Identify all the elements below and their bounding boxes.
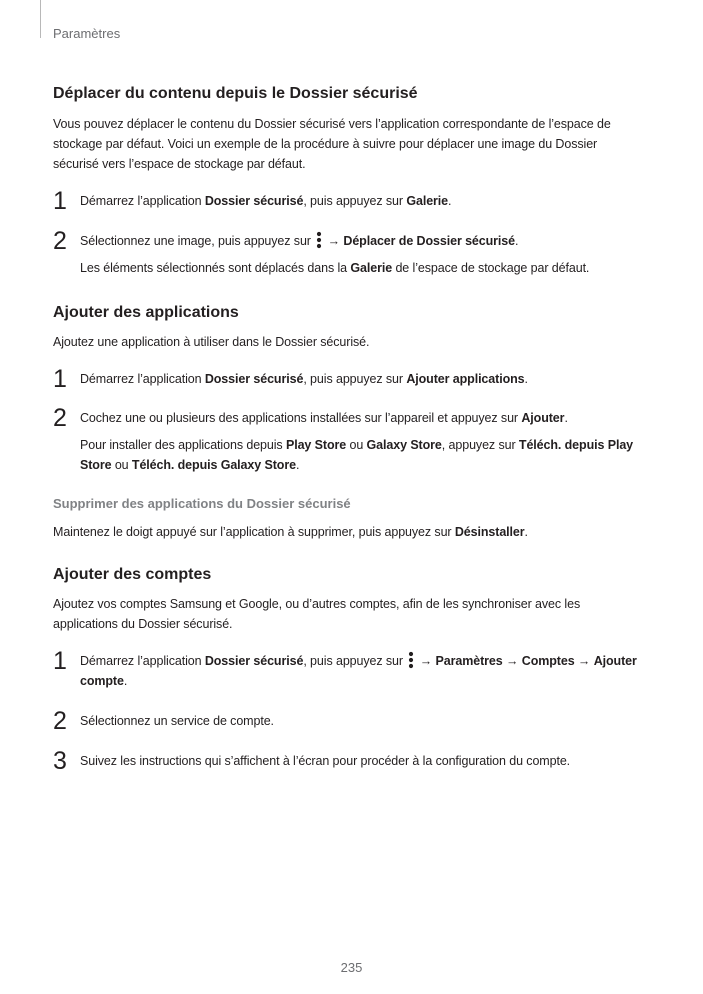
section-title: Ajouter des applications: [53, 304, 239, 321]
step-number: 3: [53, 747, 67, 775]
step-text: Démarrez l’application Dossier sécurisé, puis appuyez sur Ajouter applications.: [80, 372, 528, 386]
section-intro: [53, 594, 643, 634]
step-number: 1: [53, 647, 67, 675]
section-intro: [53, 332, 643, 352]
step-text: Démarrez l’application Dossier sécurisé, puis appuyez sur Galerie.: [80, 194, 452, 208]
intro-text: Ajoutez une application à utiliser dans le Dossier sécurisé.: [53, 335, 370, 349]
intro-text: Ajoutez vos comptes Samsung et Google, ou d’autres comptes, afin de les synchroniser avec les applications du Dossier sécurisé.: [53, 597, 581, 631]
step-number: 1: [53, 187, 67, 215]
subsection-remove-apps: [53, 495, 643, 513]
step-text: Cochez une ou plusieurs des applications installées sur l’appareil et appuyez sur Ajouter.: [80, 411, 568, 425]
step-text: Démarrez l’application Dossier sécurisé, puis appuyez sur → Paramètres → Comptes → Ajouter compte.: [80, 651, 645, 691]
subsection-text: [53, 522, 643, 542]
step-text: Sélectionnez un service de compte.: [80, 714, 274, 728]
subsection-title: Supprimer des applications du Dossier sécurisé: [53, 496, 351, 511]
more-options-icon: [316, 231, 322, 249]
header-rule: [40, 0, 41, 38]
step-number: 2: [53, 707, 67, 735]
section-title: Ajouter des comptes: [53, 566, 212, 583]
step-number: 1: [53, 365, 67, 393]
header-title: Paramètres: [53, 26, 121, 41]
section-title: Déplacer du contenu depuis le Dossier sécurisé: [53, 85, 418, 102]
step-text: Sélectionnez une image, puis appuyez sur → Déplacer de Dossier sécurisé.: [80, 231, 645, 251]
section-move-content: [53, 84, 643, 104]
step-number: 2: [53, 227, 67, 255]
intro-text: Vous pouvez déplacer le contenu du Dossier sécurisé vers l’application correspondante de l’espace de stockage par défaut. Voici un exemple de la procédure à suivre pour déplacer une image du Dossier sécurisé vers l’espace de stockage par défaut.: [53, 117, 611, 171]
step-note: Pour installer des applications depuis Play Store ou Galaxy Store, appuyez sur Téléch. depuis Play Store ou Téléch. depuis Galaxy Store.: [80, 438, 634, 472]
step-number: 2: [53, 404, 67, 432]
page-number: 235: [340, 960, 363, 975]
body-text: Maintenez le doigt appuyé sur l’application à supprimer, puis appuyez sur Désinstaller.: [53, 525, 528, 539]
section-add-apps: [53, 303, 643, 323]
section-add-accounts: [53, 565, 643, 585]
more-options-icon: [408, 651, 414, 669]
section-intro: [53, 114, 643, 174]
step-note: Les éléments sélectionnés sont déplacés dans la Galerie de l’espace de stockage par défaut.: [80, 261, 590, 275]
step-text: Suivez les instructions qui s’affichent à l’écran pour procéder à la configuration du compte.: [80, 754, 571, 768]
